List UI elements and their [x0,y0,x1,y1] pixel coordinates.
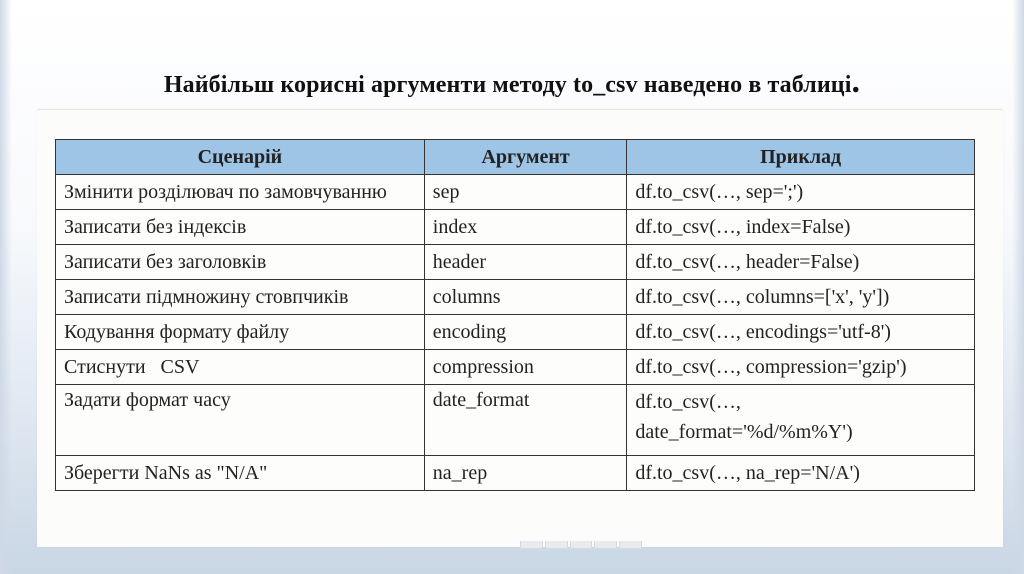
scrollbar-segment [520,541,543,549]
table-header-row [56,140,975,175]
scenario-cell: Записати без заголовків [56,245,425,280]
argument-cell: index [424,210,627,245]
scenario-cell: Записати без індексів [56,210,425,245]
slide-title-period: . [851,63,861,100]
example-cell: df.to_csv(…, encodings='utf-8') [627,315,975,350]
example-cell: df.to_csv(…, compression='gzip') [627,350,975,385]
table-row [56,280,975,315]
table-row [56,350,975,385]
slide-title-text: Найбільш корисні аргументи методу to_csv наведено в таблиці [163,72,852,98]
example-cell [627,385,975,456]
scenario-cell: Стиснути CSV [56,350,425,385]
scrollbar-segment [594,541,617,549]
table-row [56,456,975,491]
example-cell: df.to_csv(…, columns=['x', 'y']) [627,280,975,315]
slide-title [0,63,1024,100]
scenario-cell: Змінити розділювач по замовчуванню [56,175,425,210]
image-scrollbar-stub [520,541,642,549]
argument-cell: na_rep [424,456,627,491]
example-cell: df.to_csv(…, header=False) [627,245,975,280]
argument-cell: header [424,245,627,280]
argument-cell: date_format [424,385,627,456]
scenario-cell: Зберегти NaNs as "N/A" [56,456,425,491]
table-row [56,210,975,245]
scenario-cell: Задати формат часу [56,385,425,456]
header-example: Приклад [627,140,975,175]
example-cell: df.to_csv(…, index=False) [627,210,975,245]
scrollbar-segment [570,541,593,549]
example-cell: df.to_csv(…, sep=';') [627,175,975,210]
example-cell: df.to_csv(…, na_rep='N/A') [627,456,975,491]
argument-cell: compression [424,350,627,385]
header-scenario: Сценарій [56,140,425,175]
to-csv-arguments-table [55,139,975,491]
example-line-2: date_format='%d/%m%Y') [635,421,853,443]
scenario-cell: Кодування формату файлу [56,315,425,350]
scrollbar-segment [545,541,568,549]
scrollbar-segment [619,541,642,549]
argument-cell: sep [424,175,627,210]
table-row [56,315,975,350]
argument-cell: columns [424,280,627,315]
table-row [56,175,975,210]
table-row [56,245,975,280]
table-row [56,385,975,456]
header-argument: Аргумент [424,140,627,175]
example-line-1: df.to_csv(…, [635,391,741,413]
argument-cell: encoding [424,315,627,350]
scenario-cell: Записати підмножину стовпчиків [56,280,425,315]
